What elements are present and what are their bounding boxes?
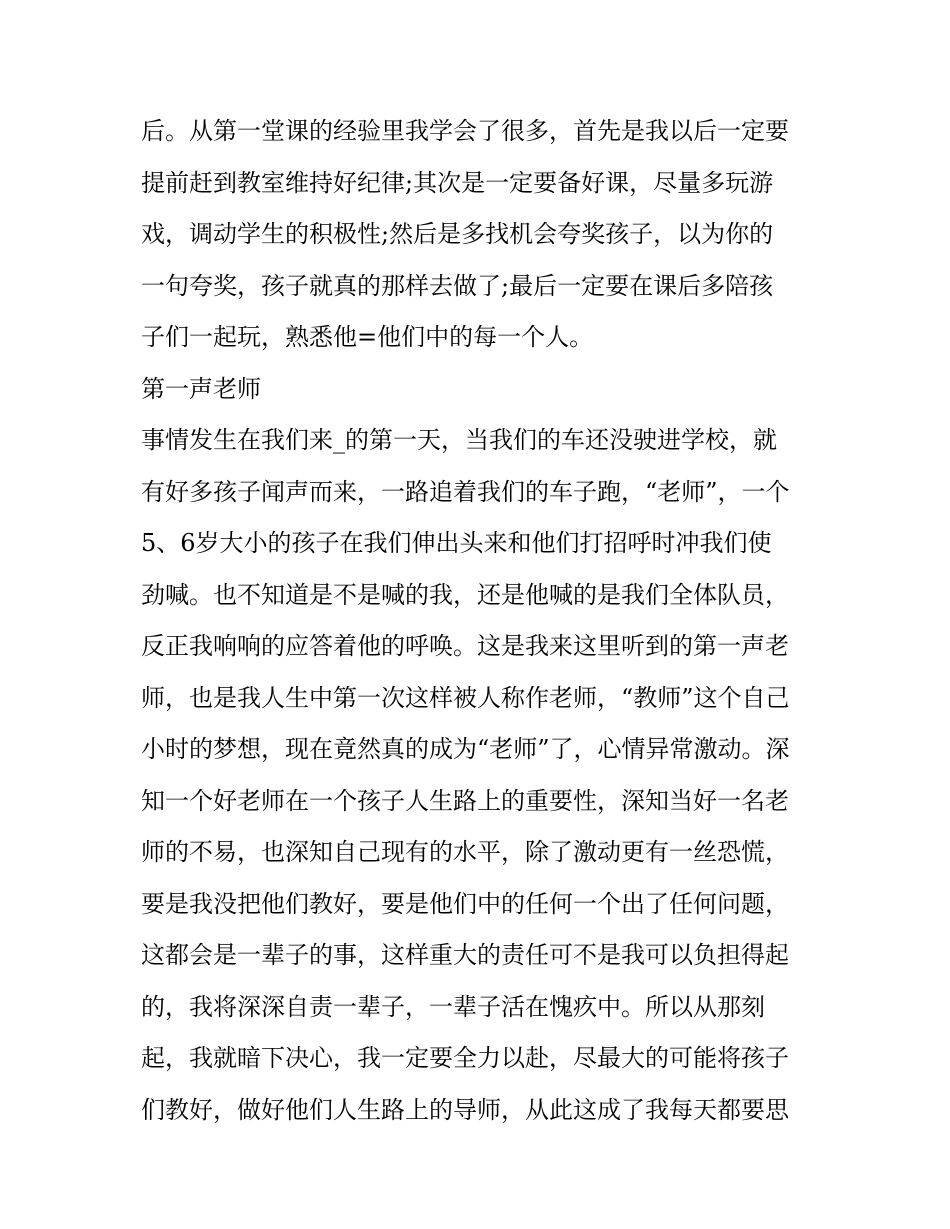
paragraph-line: 劲喊。也不知道是不是喊的我，还是他喊的是我们全体队员， <box>141 580 789 609</box>
paragraph-line: 们教好，做好他们人生路上的导师，从此这成了我每天都要思 <box>141 1095 789 1124</box>
paragraph-line: 事情发生在我们来_的第一天，当我们的车还没驶进学校，就 <box>141 426 777 454</box>
paragraph-line: 戏，调动学生的积极性;然后是多找机会夸奖孩子，以为你的 <box>141 220 774 248</box>
paragraph-line: 有好多孩子闻声而来，一路追着我们的车子跑，“老师”，一个 <box>141 477 790 506</box>
paragraph-line: 后。从第一堂课的经验里我学会了很多，首先是我以后一定要 <box>141 117 789 145</box>
paragraph-line: 小时的梦想，现在竟然真的成为“老师”了，心情异常激动。深 <box>141 735 790 763</box>
paragraph-line: 提前赶到教室维持好纪律;其次是一定要备好课，尽量多玩游 <box>141 168 774 197</box>
paragraph-line: 师的不易，也深知自己现有的水平，除了激动更有一丝恐慌， <box>141 838 789 866</box>
paragraph-line: 一句夸奖，孩子就真的那样去做了;最后一定要在课后多陪孩 <box>141 271 774 300</box>
paragraph-line: 5、6岁大小的孩子在我们伸出头来和他们打招呼时冲我们使 <box>141 529 772 557</box>
section-heading: 第一声老师 <box>141 374 261 403</box>
paragraph-line: 这都会是一辈子的事，这样重大的责任可不是我可以负担得起 <box>141 941 789 969</box>
paragraph-line: 师，也是我人生中第一次这样被人称作老师，“教师”这个自己 <box>141 683 790 712</box>
document-body <box>141 106 831 1136</box>
paragraph-line: 要是我没把他们教好，要是他们中的任何一个出了任何问题， <box>141 889 789 918</box>
paragraph-line: 子们一起玩，熟悉他=他们中的每一个人。 <box>141 323 594 351</box>
paragraph-line: 起，我就暗下决心，我一定要全力以赴，尽最大的可能将孩子 <box>141 1044 789 1072</box>
paragraph-line: 的，我将深深自责一辈子，一辈子活在愧疚中。所以从那刻 <box>141 992 765 1021</box>
paragraph-line: 知一个好老师在一个孩子人生路上的重要性，深知当好一名老 <box>141 786 789 815</box>
paragraph-line: 反正我响响的应答着他的呼唤。这是我来这里听到的第一声老 <box>141 632 789 660</box>
